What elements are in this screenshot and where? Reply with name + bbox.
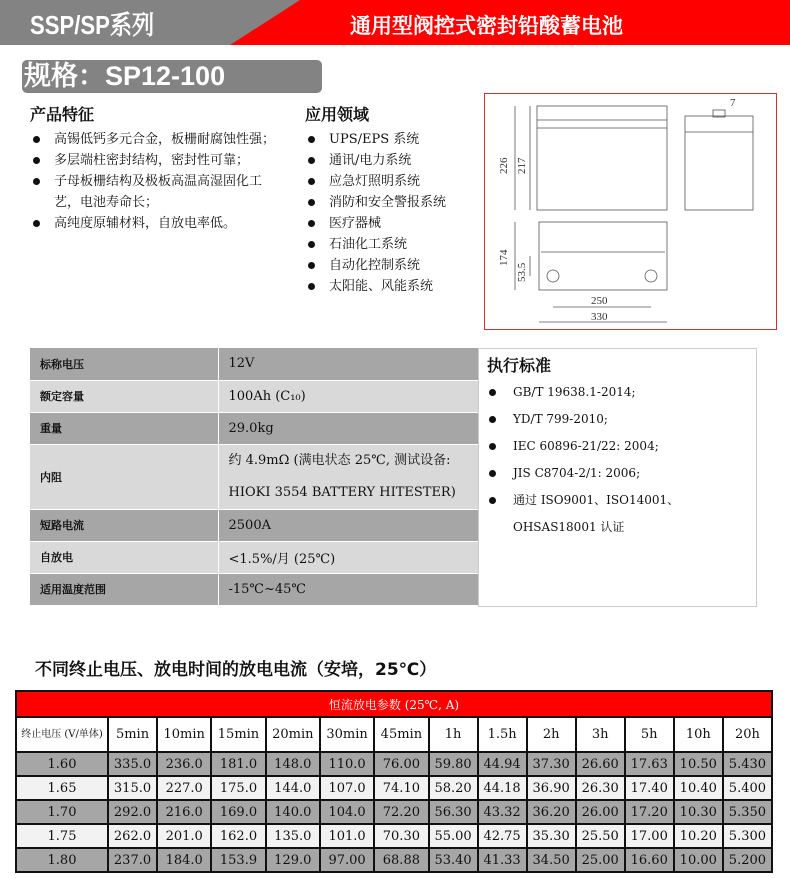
table-row [16,824,772,848]
table-cell: 236.0 [157,752,211,776]
table-cell: 17.63 [625,752,674,776]
dim-330: 330 [591,311,608,323]
table-cell: 227.0 [157,776,211,800]
spec-row [30,541,478,573]
table-cell: 10.20 [674,824,723,848]
table-cell: 1.80 [16,848,108,872]
table-cell: 5.300 [723,824,772,848]
table-cell: 25.00 [576,848,625,872]
spec-row [30,444,478,509]
standard-item: YD/T 799-2010; [487,406,748,433]
applications-title: 应用领域 [305,105,370,124]
table-cell: 44.18 [478,776,527,800]
table-cell: 41.33 [478,848,527,872]
table-cell: 10.50 [674,752,723,776]
column-header: 20h [723,717,772,752]
application-item: 通讯/电力系统 [305,150,480,171]
column-header: 5min [108,717,157,752]
table-cell: 10.30 [674,800,723,824]
standard-item: GB/T 19638.1-2014; [487,379,748,406]
table-cell: 17.40 [625,776,674,800]
spec-label: 短路电流 [30,509,218,541]
table-cell: 76.00 [374,752,428,776]
column-header: 2h [527,717,576,752]
table-cell: 72.20 [374,800,428,824]
table-cell: 34.50 [527,848,576,872]
table-cell: 262.0 [108,824,157,848]
dim-226: 226 [498,157,510,174]
table-cell: 42.75 [478,824,527,848]
table-cell: 110.0 [320,752,374,776]
application-item: 石油化工系统 [305,234,480,255]
spec-row [30,412,478,444]
table-cell: 237.0 [108,848,157,872]
table-cell: 70.30 [374,824,428,848]
spec-value [218,348,478,380]
table-cell: 148.0 [266,752,320,776]
application-item: 太阳能、风能系统 [305,276,480,297]
table-cell: 153.9 [211,848,265,872]
discharge-caption: 恒流放电参数 (25℃, A) [16,691,772,717]
column-header: 3h [576,717,625,752]
table-cell: 35.30 [527,824,576,848]
table-cell: 201.0 [157,824,211,848]
spec-table [30,348,478,606]
application-item: 自动化控制系统 [305,255,480,276]
table-cell: 1.60 [16,752,108,776]
spec-row [30,509,478,541]
table-cell: 5.200 [723,848,772,872]
table-cell: 169.0 [211,800,265,824]
table-cell: 26.60 [576,752,625,776]
table-cell: 144.0 [266,776,320,800]
spec-value-text: 29.0kg [228,420,274,436]
table-cell: 162.0 [211,824,265,848]
table-cell: 335.0 [108,752,157,776]
spec-value [218,380,478,412]
table-cell: 58.20 [429,776,478,800]
column-header: 1.5h [478,717,527,752]
spec-value-text: -15℃~45℃ [228,581,306,597]
spec-value-text: 约 4.9mΩ (满电状态 25℃, 测试设备: [228,452,451,468]
table-cell: 25.50 [576,824,625,848]
feature-item: 子母板栅结构及极板高温高湿固化工艺，电池寿命长； [30,171,280,213]
application-item: UPS/EPS 系统 [305,129,480,150]
spec-label: 重量 [30,412,218,444]
column-header: 10min [157,717,211,752]
table-cell: 44.94 [478,752,527,776]
table-cell: 10.40 [674,776,723,800]
spec-value-text: 100Ah (C₁₀) [228,388,306,404]
table-cell: 184.0 [157,848,211,872]
table-row [16,752,772,776]
table-cell: 10.00 [674,848,723,872]
standard-item: IEC 60896-21/22: 2004; [487,433,748,460]
table-cell: 74.10 [374,776,428,800]
table-cell: 5.350 [723,800,772,824]
standard-item: JIS C8704-2/1: 2006; [487,460,748,487]
discharge-header-row [16,717,772,752]
table-cell: 68.88 [374,848,428,872]
applications-section [305,102,480,297]
table-cell: 26.30 [576,776,625,800]
table-cell: 36.90 [527,776,576,800]
column-header: 5h [625,717,674,752]
dim-7: 7 [730,97,736,109]
standard-item: 通过 ISO9001、ISO14001、OHSAS18001 认证 [487,487,748,541]
table-cell: 53.40 [429,848,478,872]
spec-value [218,509,478,541]
spec-row [30,348,478,380]
table-cell: 43.32 [478,800,527,824]
table-cell: 101.0 [320,824,374,848]
features-title: 产品特征 [30,105,95,124]
model-label: 规格：SP12-100 [22,60,322,93]
column-header: 1h [429,717,478,752]
series-title: SSP/SP系列 [30,10,155,40]
column-header: 10h [674,717,723,752]
table-cell: 56.30 [429,800,478,824]
table-row [16,800,772,824]
table-row [16,776,772,800]
spec-value [218,444,478,509]
dimension-drawing [484,93,777,330]
spec-label: 适用温度范围 [30,573,218,605]
table-row [16,848,772,872]
table-cell: 5.430 [723,752,772,776]
table-cell: 1.65 [16,776,108,800]
standards-section [478,348,757,607]
feature-item: 多层端柱密封结构，密封性可靠； [30,150,280,171]
table-cell: 292.0 [108,800,157,824]
table-cell: 181.0 [211,752,265,776]
application-item: 消防和安全警报系统 [305,192,480,213]
table-cell: 17.20 [625,800,674,824]
table-cell: 26.00 [576,800,625,824]
table-cell: 140.0 [266,800,320,824]
table-cell: 107.0 [320,776,374,800]
column-header: 45min [374,717,428,752]
dim-174: 174 [498,249,510,266]
table-cell: 1.75 [16,824,108,848]
table-cell: 129.0 [266,848,320,872]
product-subtitle: 通用型阀控式密封铅酸蓄电池 [350,14,623,38]
table-cell: 104.0 [320,800,374,824]
dim-217: 217 [516,157,528,174]
table-cell: 175.0 [211,776,265,800]
discharge-table [15,690,773,873]
table-cell: 315.0 [108,776,157,800]
table-cell: 16.60 [625,848,674,872]
spec-value-text: 2500A [228,517,271,533]
feature-item: 高锡低钙多元合金，板栅耐腐蚀性强； [30,129,280,150]
table-cell: 216.0 [157,800,211,824]
table-cell: 97.00 [320,848,374,872]
standards-title: 执行标准 [487,356,552,375]
spec-value [218,573,478,605]
table-cell: 5.400 [723,776,772,800]
spec-value [218,412,478,444]
column-header: 20min [266,717,320,752]
spec-row [30,573,478,605]
application-item: 应急灯照明系统 [305,171,480,192]
spec-label: 标称电压 [30,348,218,380]
discharge-title: 不同终止电压、放电时间的放电电流（安培，25℃） [35,660,437,680]
table-cell: 1.70 [16,800,108,824]
table-cell: 17.00 [625,824,674,848]
table-cell: 37.30 [527,752,576,776]
spec-label: 自放电 [30,541,218,573]
spec-label: 额定容量 [30,380,218,412]
column-header: 15min [211,717,265,752]
table-cell: 55.00 [429,824,478,848]
corner-header: 终止电压 (V/单体) [16,717,108,752]
dim-250: 250 [591,295,608,307]
column-header: 30min [320,717,374,752]
spec-value-text: 12V [228,356,255,372]
application-item: 医疗器械 [305,213,480,234]
spec-value-text: HIOKI 3554 BATTERY HITESTER) [228,484,456,500]
features-section [30,102,280,234]
spec-label: 内阻 [30,444,218,509]
spec-value [218,541,478,573]
table-cell: 135.0 [266,824,320,848]
spec-value-text: <1.5%/月 (25℃) [228,551,336,567]
feature-item: 高纯度原辅材料，自放电率低。 [30,213,280,234]
dim-53-5: 53.5 [516,262,528,282]
table-cell: 36.20 [527,800,576,824]
spec-row [30,380,478,412]
table-cell: 59.80 [429,752,478,776]
